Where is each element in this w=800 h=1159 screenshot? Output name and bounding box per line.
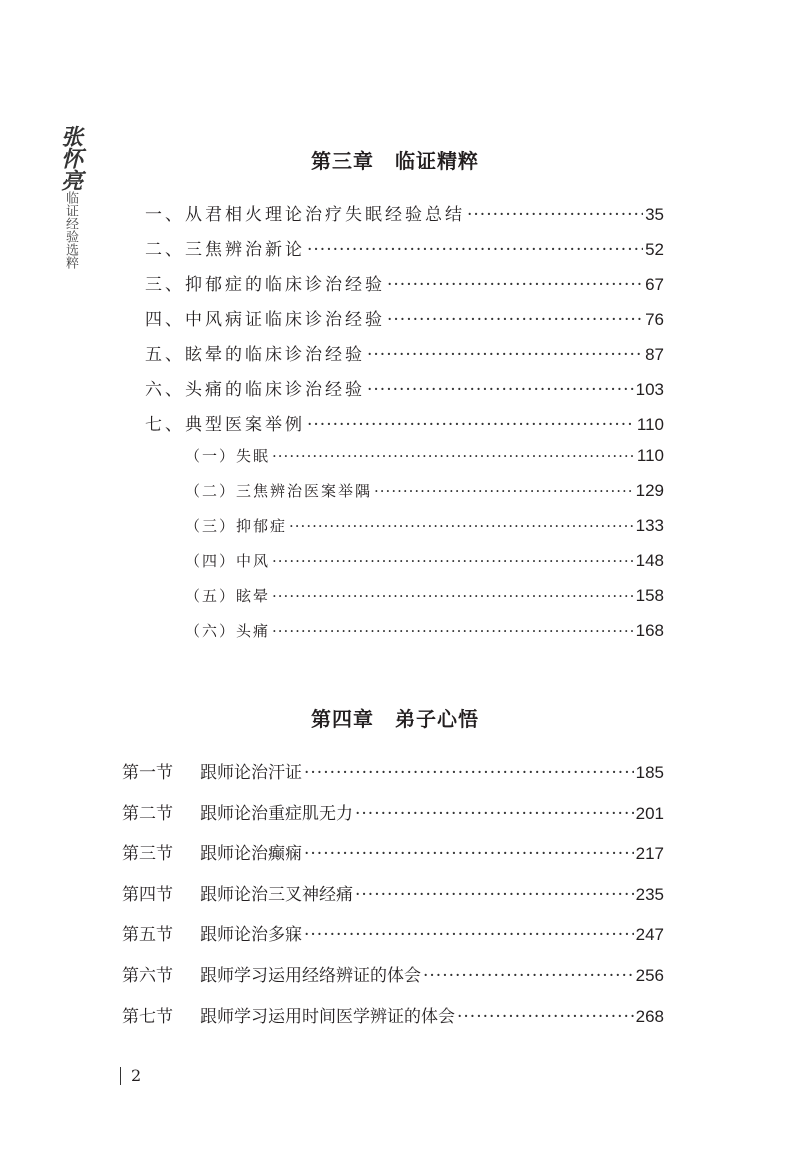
dot-leader	[374, 482, 634, 500]
toc-entry[interactable]	[122, 758, 664, 783]
toc-entry[interactable]	[185, 585, 664, 606]
dot-leader	[304, 844, 634, 864]
toc-entry[interactable]	[145, 305, 664, 330]
toc-entry[interactable]	[122, 799, 664, 824]
entry-page: 35	[645, 205, 664, 224]
entry-page: 87	[645, 345, 664, 364]
toc-entry[interactable]	[122, 961, 664, 986]
entry-title: 跟师论治三叉神经痛	[200, 884, 353, 905]
entry-title: 跟师学习运用时间医学辨证的体会	[200, 1006, 455, 1027]
section-number: 第二节	[122, 803, 173, 824]
dot-leader	[367, 345, 643, 365]
dot-leader	[387, 310, 643, 330]
dot-leader	[272, 622, 634, 640]
dot-leader	[304, 925, 634, 945]
dot-leader	[304, 763, 634, 783]
entry-page: 76	[645, 310, 664, 329]
page-number-bar	[120, 1067, 121, 1085]
entry-title: 跟师论治重症肌无力	[200, 803, 353, 824]
section-number: 第一节	[122, 763, 173, 783]
toc-entry[interactable]	[185, 445, 664, 466]
toc-entry[interactable]	[122, 880, 664, 905]
entry-page: 268	[635, 1006, 664, 1026]
entry-page: 256	[635, 966, 664, 985]
entry-page: 201	[635, 803, 664, 823]
toc-entry[interactable]	[185, 515, 664, 536]
dot-leader	[272, 587, 634, 605]
dot-leader	[272, 552, 634, 570]
entry-page: 168	[635, 621, 664, 640]
entry-title: 跟师论治汗证	[200, 763, 302, 783]
subentry-title: （一）失眠	[185, 447, 271, 465]
chapter4-title: 第四章 弟子心悟	[311, 707, 479, 731]
entry-title: 跟师论治多寐	[200, 925, 302, 946]
toc-entry[interactable]	[145, 235, 664, 260]
toc-entry[interactable]	[122, 839, 664, 864]
chapter3-title: 第三章 临证精粹	[311, 149, 479, 173]
subentry-title: （二）三焦辨治医案举隅	[185, 482, 373, 500]
entry-page: 103	[635, 380, 664, 399]
entry-title: 六、头痛的临床诊治经验	[145, 380, 365, 400]
side-subtitle: 临证经验选粹	[63, 191, 78, 269]
dot-leader	[272, 447, 635, 465]
side-author: 张怀亮	[57, 125, 84, 191]
entry-title: 五、眩晕的临床诊治经验	[145, 345, 365, 365]
toc-entry[interactable]	[145, 340, 664, 365]
section-number: 第四节	[122, 884, 173, 905]
entry-title: 二、三焦辨治新论	[145, 240, 305, 260]
entry-title: 四、中风病证临床诊治经验	[145, 310, 385, 330]
dot-leader	[457, 1007, 634, 1027]
dot-leader	[423, 966, 634, 986]
entry-page: 133	[635, 516, 664, 535]
page-number	[120, 1066, 141, 1085]
entry-page: 185	[635, 763, 664, 782]
toc-entry[interactable]	[145, 200, 664, 225]
dot-leader	[467, 205, 643, 225]
entry-page: 129	[635, 481, 664, 500]
toc-entry[interactable]	[185, 550, 664, 571]
dot-leader	[355, 885, 634, 905]
entry-page: 235	[635, 884, 664, 904]
dot-leader	[367, 380, 634, 400]
entry-title: 一、从君相火理论治疗失眠经验总结	[145, 205, 465, 225]
toc-entry[interactable]	[185, 480, 664, 501]
entry-title: 三、抑郁症的临床诊治经验	[145, 275, 385, 295]
subentry-title: （六）头痛	[185, 622, 271, 640]
subentry-title: （五）眩晕	[185, 587, 271, 605]
section-number: 第五节	[122, 925, 173, 946]
dot-leader	[387, 275, 643, 295]
section-number: 第三节	[122, 844, 173, 865]
entry-page: 158	[635, 586, 664, 605]
entry-page: 110	[636, 415, 664, 434]
entry-title: 七、典型医案举例	[145, 415, 305, 435]
entry-title: 跟师学习运用经络辨证的体会	[200, 966, 421, 986]
toc-entry[interactable]	[185, 620, 664, 641]
toc-entry[interactable]	[122, 1002, 664, 1027]
page-number-text: 2	[131, 1066, 142, 1085]
subentry-title: （四）中风	[185, 552, 271, 570]
dot-leader	[289, 517, 634, 535]
dot-leader	[307, 240, 643, 260]
toc-entry[interactable]	[145, 270, 664, 295]
toc-entry[interactable]	[145, 410, 664, 435]
entry-page: 247	[635, 925, 664, 945]
entry-page: 148	[635, 551, 664, 570]
section-number: 第六节	[122, 966, 173, 986]
dot-leader	[307, 415, 635, 435]
entry-page: 52	[645, 240, 664, 259]
entry-title: 跟师论治癫痫	[200, 844, 302, 865]
section-number: 第七节	[122, 1006, 173, 1027]
toc-entry[interactable]	[122, 920, 664, 945]
entry-page: 67	[645, 275, 664, 294]
entry-page: 217	[635, 844, 664, 864]
toc-entry[interactable]	[145, 375, 664, 400]
entry-page: 110	[636, 446, 664, 465]
subentry-title: （三）抑郁症	[185, 517, 288, 535]
dot-leader	[355, 804, 634, 824]
